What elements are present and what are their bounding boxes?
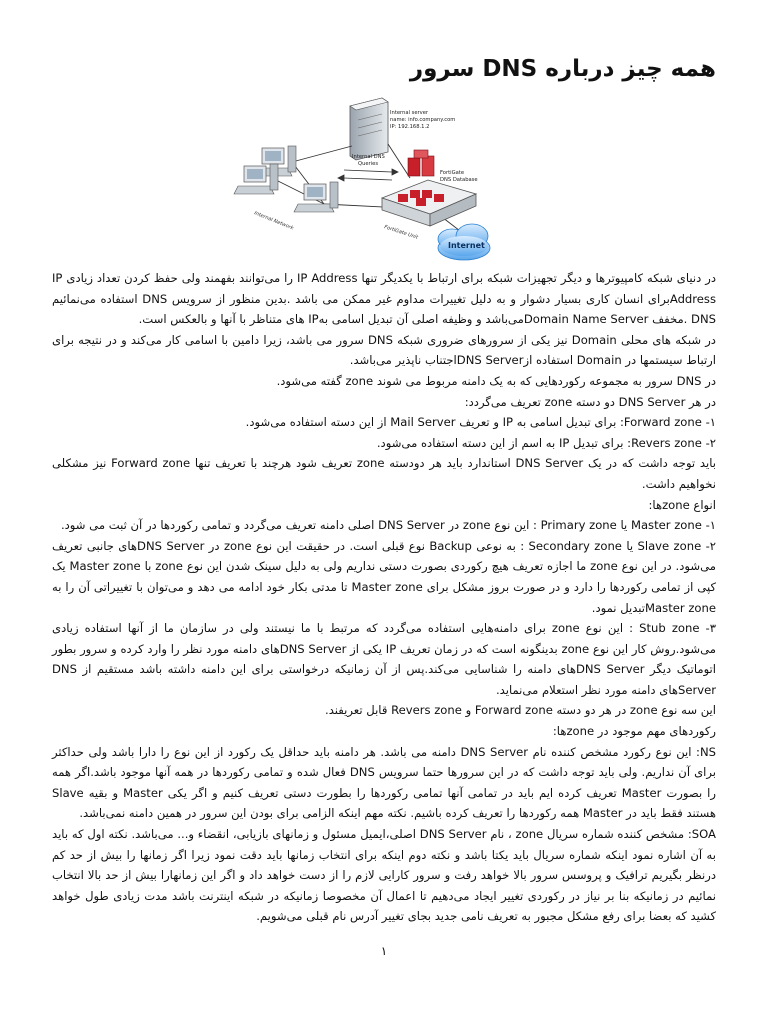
paragraph-domain: در شبکه های محلی Domain نیز یکی از سرورهای ضروری شبکه DNS سرور می باشد، زیرا دامین با اسامی کار می‌کند و در نتیجه برای ارتباط سیستمها در Domain استفاده ازDNS Serverاجتناب ناپذیر می‌باشد. [52,332,716,368]
list-item-master-zone: ۱- Master zone یا Primary zone : این نوع zone در DNS Server اصلی دامنه تعریف می‌گردد و تمامی رکوردها در آن ثبت می شود. [60,518,716,533]
queries-label-line-2: Queries [358,161,379,167]
network-diagram [232,86,528,266]
paragraph-zone-categories: در هر DNS Server دو دسته zone تعریف می‌گردد: [464,394,716,409]
paragraph-soa-record: SOA: مشخص کننده شماره سریال zone ، نام DNS Server اصلی،ایمیل مسئول و زمانهای بازیابی، انقضاء و... می‌باشد. نکته اول که باید به آن اشاره نمود اینکه شماره سریال باید یکتا باشد و نکته دوم اینکه برای انتخاب زمانها باید دقت نمود زیرا اگر زمانها را بیش از حد کم درنظر بگیریم ترافیک و پروسس سرور بالا خواهد رفت و سرور کارایی لازم را از دست خواهد داد و اگر این زمانهارا بیش از حد بالا انتخاب نمائیم در زمانیکه بنا بر نیاز در رکوردی تغییر ایجاد می‌دهیم تا اعمال آن مخصوصا زمانیکه در شبکه اینترنت باشد مدت زیادی طول خواهد کشید که بعضا برای رفع مشکل مجبور به تعریف نامی جدید بجای تغییر آدرس نام قبلی می‌شویم. [52,827,716,924]
query-arrows [338,169,398,181]
dns-database-icon [408,150,434,176]
fortigate-unit-label: FortiGate Unit [383,224,419,241]
server-label-line-2: name: info.company.com [390,117,456,123]
internal-network-label: Internal Network [253,210,295,232]
paragraph-zone-types-note: این سه نوع zone در هر دو دسته Forward zone و Revers zone قابل تعریفند. [325,703,716,718]
list-item-forward-zone: ۱- Forward zone: برای تبدیل اسامی به IP و تعریف Mail Server از این دسته استفاده می‌شود. [245,415,716,430]
list-item-stub-zone: ۳- Stub zone : این نوع zone برای دامنه‌هایی استفاده می‌گردد که مرتبط با ما نیستند ولی در سازمان ما از آنها استفاده زیادی می‌شود.روش کار این نوع zone بدینگونه است که در زمان تعریف IP یکی از DNS Serverهای دامنه مورد نظر را وارد کرده و سرور بطور اتوماتیک دیگر DNS Serverهای دامنه را شناسایی می‌کند.پس از آن زمانیکه درخواستی برای این دامنه داشته باشد مستقیم از DNS Serverهای دامنه مورد نظر استعلام می‌نماید. [52,621,717,697]
list-item-revers-zone: ۲- Revers zone: برای تبدیل IP به اسم از این دسته استفاده می‌شود. [376,435,716,450]
paragraph-zone-note: باید توجه داشت که در یک DNS Server استاندارد باید هر دودسته zone تعریف شود هرچند با تعریف تنها Forward zone نیز مشکلی نخواهیم داشت. [52,456,716,491]
heading-important-records: رکوردهای مهم موجود در zoneها: [552,724,716,739]
paragraph-zone-definition: در DNS سرور به مجموعه رکوردهایی که به یک دامنه مربوط می شوند zone گفته می‌شود. [276,373,716,388]
article-body [52,268,716,927]
client-computer-icon [294,182,338,212]
client-computer-icon [234,164,278,194]
paragraph-ns-record: NS: این نوع رکورد مشخص کننده نام DNS Server دامنه می باشد. هر دامنه باید حداقل یک رکورد از این نوع را دارا باشد ولی حداکثر برای آن نداریم. ولی باید توجه داشت که در این سرورها حتما سرویس DNS فعال شده و تمامی رکوردها در همه آنها موجود باشد.اگر همه را بصورت Master تعریف کرده ایم باید در تمامی آنها تمامی رکوردها را بطورت دستی تعریف کنیم و اگر یکی Master و بقیه Slave هستند فقط باید در Master همه رکوردها را تعریف کرده باشیم. نکته مهم اینکه الزامی برای بودن این سرور در همین دامنه نمی‌باشد. [52,744,717,821]
fortigate-unit-icon [382,180,476,226]
list-item-slave-zone: ۲- Slave zone یا Secondary zone : به نوعی Backup نوع قبلی است. در حقیقت این نوع zone در DNS Serverهای جانبی تعریف می‌شود. در این نوع zone ما اجازه تعریف هیچ رکوردی بصورت دستی نداریم ولی به دلیل سینک شدن این نوع zone با Master zone یک کپی از تمامی رکوردها را دارد و در صورت بروز مشکل برای Master zone تا مدتی بکار خود ادامه می دهد و می‌توان با تغییراتی آن را به Master zoneتبدیل نمود. [52,538,717,615]
server-label-line-1: Internal server [390,110,429,116]
queries-label-line-1: Internal DNS [352,154,385,160]
paragraph-intro: در دنیای شبکه کامپیوترها و دیگر تجهیزات شبکه برای ارتباط با یکدیگر تنها IP Address را می‌توانند بفهمند ولی حفظ کردن تعداد زیادی IP Addressبرای انسان کاری بسیار دشوار و به دلیل تغییرات مداوم غیر ممکن می باشد .بدین منظور از سرویس DNS استفاده می‌نمائیم DNS .مخفف Domain Name Serverمی‌باشد و وظیفه اصلی آن تبدیل اسامی بهIP های متناظر با آنها و بالعکس است. [52,271,717,327]
page-number: ۱ [380,944,388,958]
server-label-line-3: IP: 192.168.1.2 [390,124,430,130]
dns-label-line-2: DNS Database [440,177,478,183]
page-title: همه چیز درباره DNS سرور [409,56,716,82]
dns-label-line-1: FortiGate [440,170,465,176]
internal-server-icon [350,98,388,160]
internet-label: Internet [448,241,485,250]
heading-zone-types: انواع zoneها: [648,497,716,512]
